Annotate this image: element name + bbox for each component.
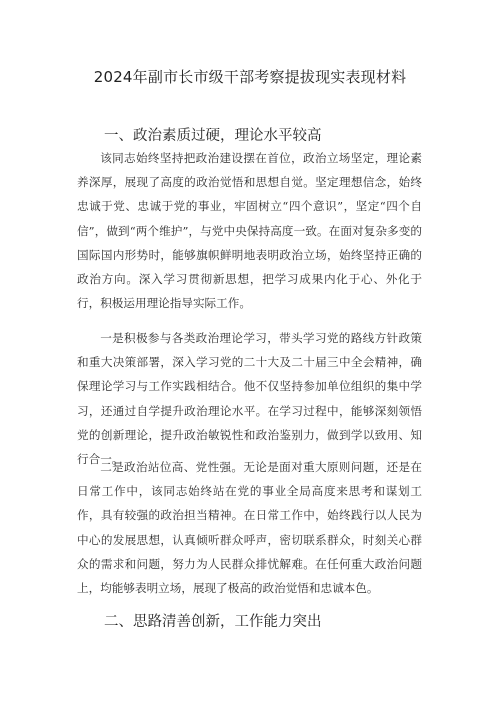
section-heading-2: 二、思路清善创新，工作能力突出: [104, 614, 322, 630]
paragraph-2: 一是积极参与各类政治理论学习，带头学习党的路线方针政策和重大决策部署，深入学习党的二十大及二十届三中全会精神，确保理论学习与工作实践相结合。他不仅坚持参加单位组织的集中学习，还通过自学提升政治理论水平。在学习过程中，能够深刻领悟党的创新理论，提升政治敏锐性和政治鉴别力，做到学以致用、知行合一。: [77, 331, 422, 467]
section-heading-1: 一、政治素质过硬，理论水平较高: [104, 128, 322, 144]
paragraph-1: 该同志始终坚持把政治建设摆在首位，政治立场坚定，理论素养深厚，展现了高度的政治觉悟和思想自觉。坚定理想信念，始终忠诚于党、忠诚于党的事业，牢固树立“四个意识”，坚定“四个自信”，做到“两个维护”，与党中央保持高度一致。在面对复杂多变的国际国内形势时，能够旗帜鲜明地表明政治立场，始终坚持正确的政治方向。深入学习贯彻新思想，把学习成果内化于心、外化于行，积极运用理论指导实际工作。: [77, 151, 422, 311]
paragraph-3: 二是政治站位高、党性强。无论是面对重大原则问题，还是在日常工作中，该同志始终站在党的事业全局高度来思考和谋划工作，具有较强的政治担当精神。在日常工作中，始终践行以人民为中心的发展思想，认真倾听群众呼声，密切联系群众，时刻关心群众的需求和问题，努力为人民群众排忧解难。在任何重大政治问题上，均能够表明立场，展现了极高的政治觉悟和忠诚本色。: [77, 460, 422, 596]
document-title: 2024年副市长市级干部考察提拔现实表现材料: [93, 68, 407, 86]
